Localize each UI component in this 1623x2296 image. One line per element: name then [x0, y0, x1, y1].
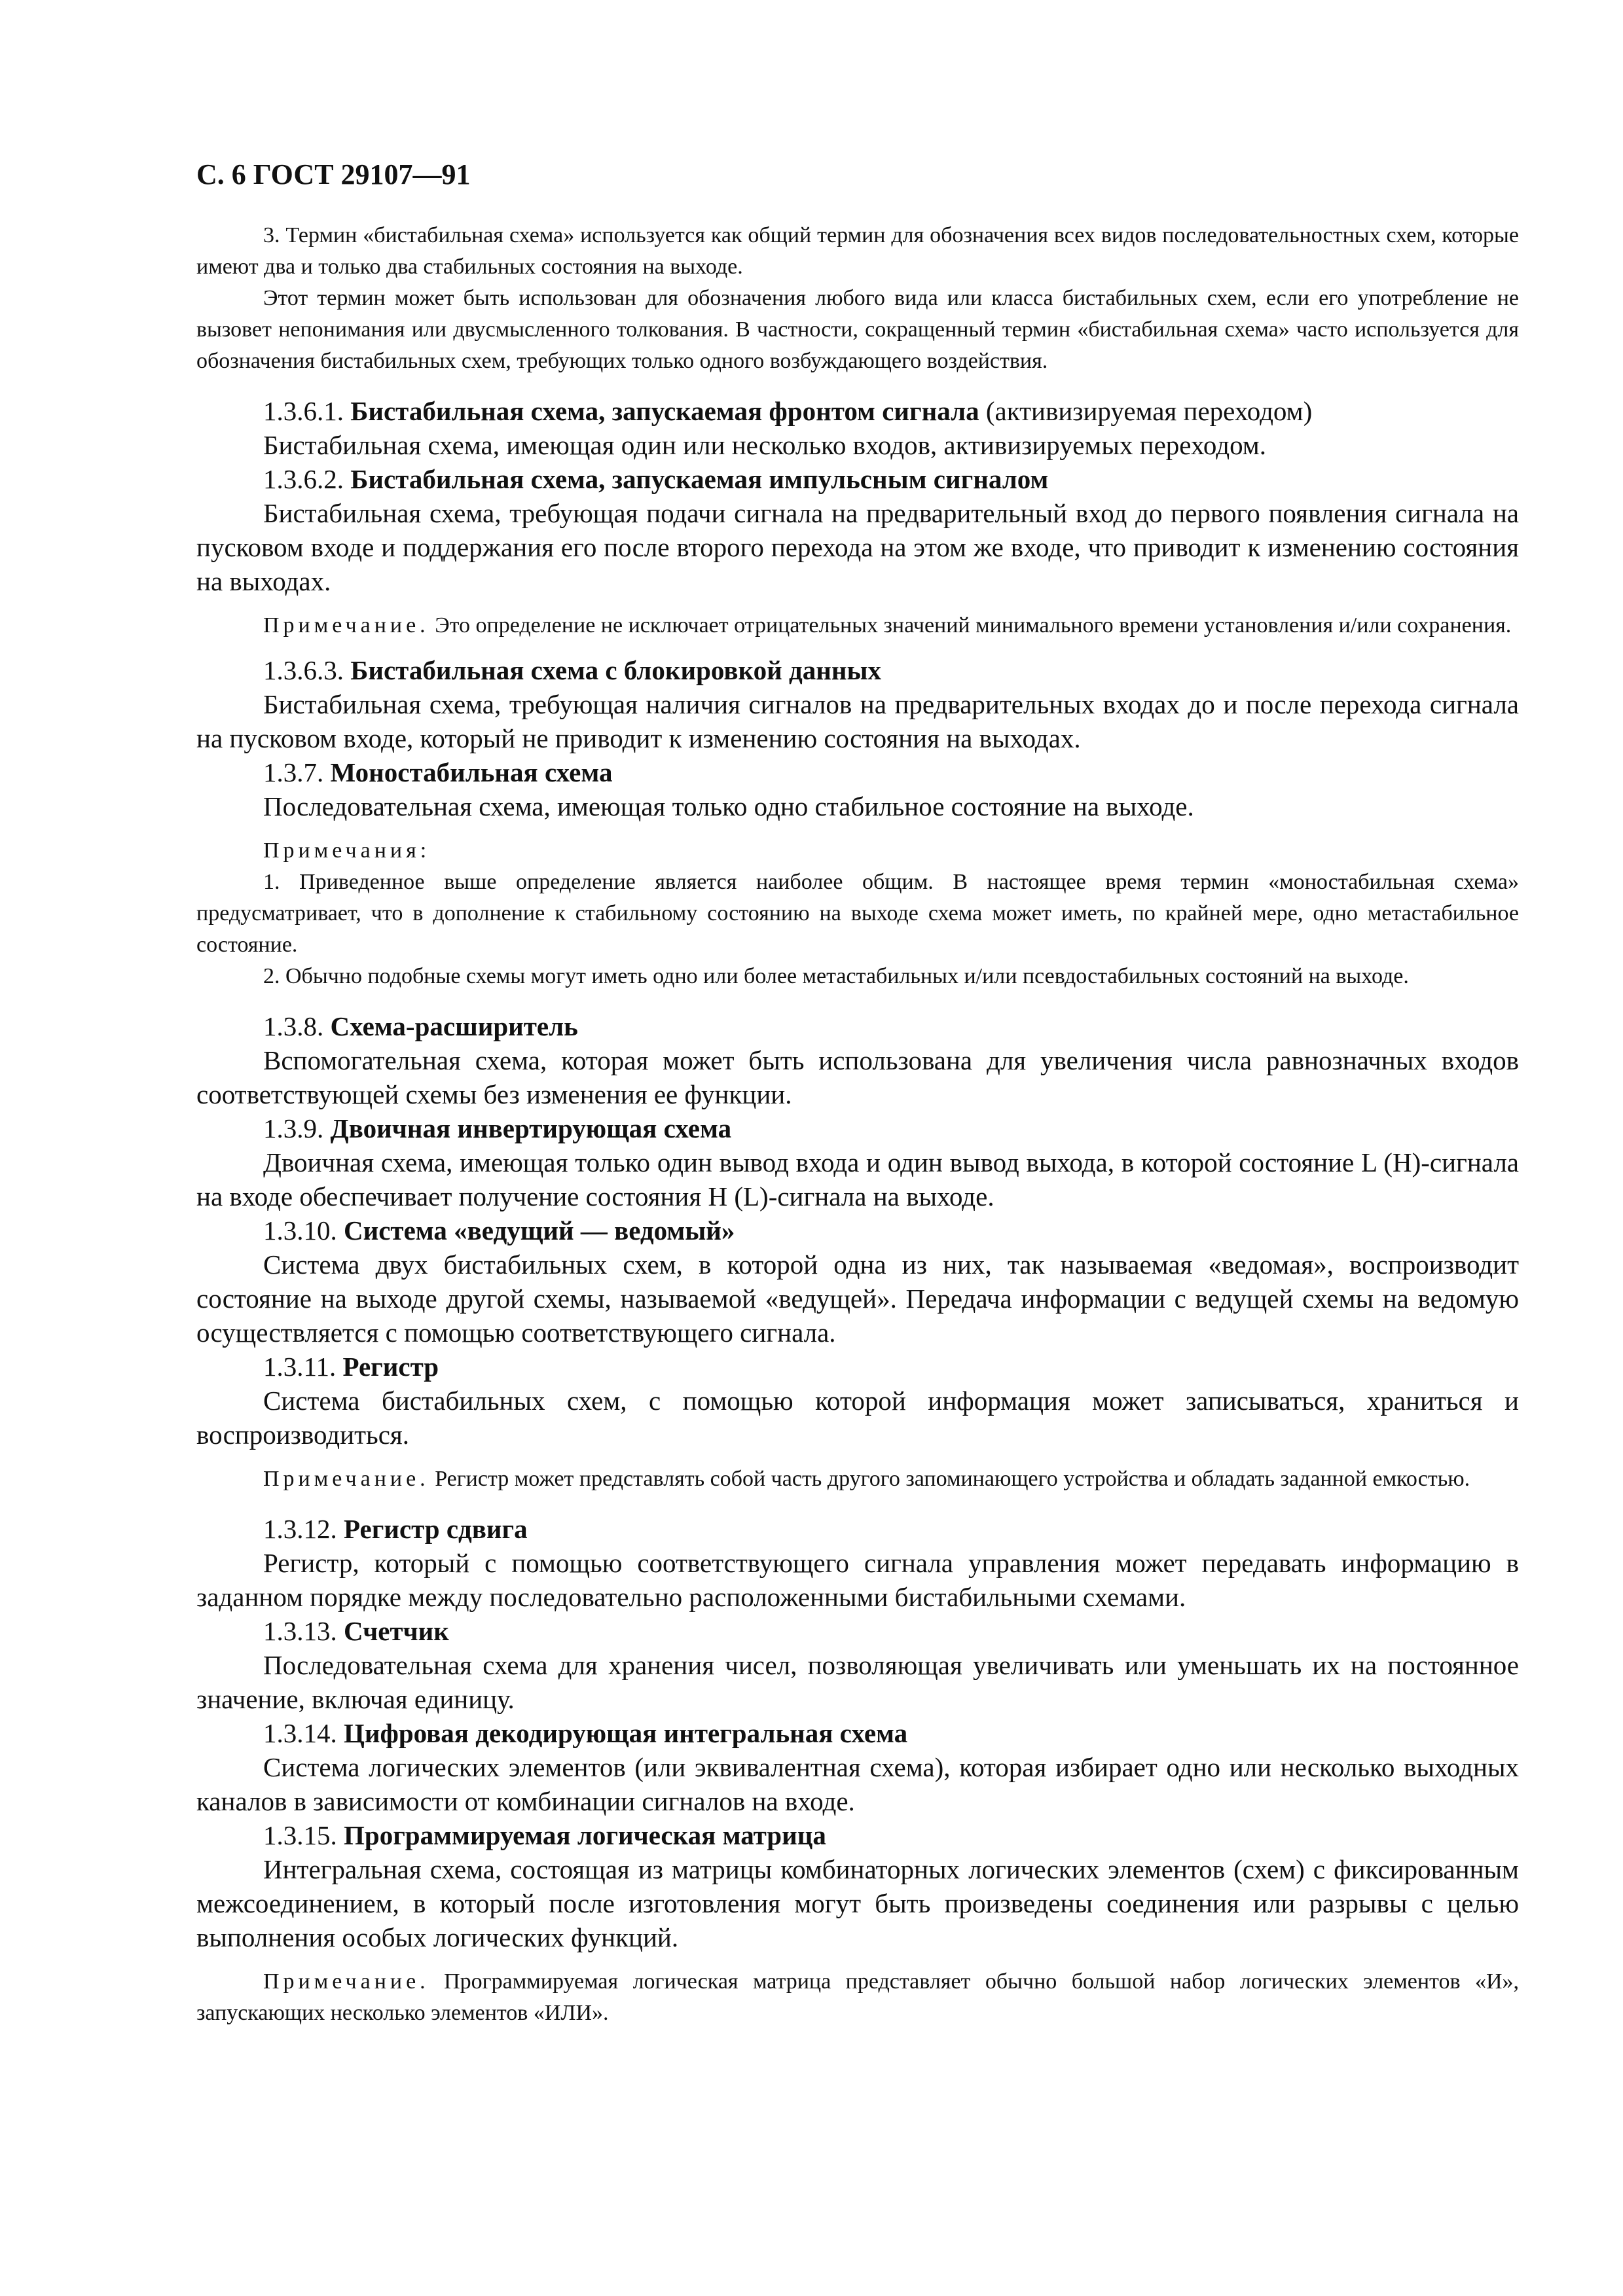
term-suffix: (активизируемая переходом): [985, 396, 1313, 426]
term-1-3-7-note-1: 1. Приведенное выше определение является наиболее общим. В настоящее время термин «моностабильная схема» предусматривает, что в дополнение к стабильному состоянию на выходе схема может иметь, по крайней мере, одно метастабильное состояние.: [196, 870, 1519, 957]
term-1-3-7-heading: [196, 755, 1519, 789]
term-1-3-15-definition: Интегральная схема, состоящая из матрицы комбинаторных логических элементов (схем) с фиксированным межсоединением, в который после изготовления могут быть произведены соединения или разрывы с целью выполнения особых логических функций.: [196, 1854, 1519, 1952]
term-number: 1.3.7.: [263, 757, 324, 787]
note-3-paragraph-2: Этот термин может быть использован для обозначения любого вида или класса бистабильных схем, если его употребление не вызовет непонимания или двусмысленного толкования. В частности, сокращенный термин «бистабильная схема» часто используется для обозначения бистабильных схем, требующих только одного возбуждающего воздействия.: [196, 286, 1519, 373]
term-title: Цифровая декодирующая интегральная схема: [344, 1718, 908, 1748]
term-number: 1.3.10.: [263, 1215, 337, 1246]
note-text: Программируемая логическая матрица представляет обычно большой набор логических элементов «И», запускающих несколько элементов «ИЛИ».: [196, 1969, 1519, 2025]
term-1-3-13-definition: Последовательная схема для хранения чисел, позволяющая увеличивать или уменьшать их на постоянное значение, включая единицу.: [196, 1650, 1519, 1714]
term-1-3-6-1-definition: Бистабильная схема, имеющая один или несколько входов, активизируемых переходом.: [263, 430, 1266, 460]
term-title: Схема-расширитель: [330, 1011, 578, 1041]
term-title: Бистабильная схема, запускаемая импульсным сигналом: [350, 464, 1049, 494]
term-title: Программируемая логическая матрица: [344, 1820, 826, 1850]
term-1-3-14-heading: [196, 1716, 1519, 1750]
term-1-3-14-definition: Система логических элементов (или эквивалентная схема), которая избирает одно или несколько выходных каналов в зависимости от комбинации сигналов на входе.: [196, 1752, 1519, 1816]
term-title: Регистр: [342, 1352, 439, 1382]
term-1-3-6-3-definition: Бистабильная схема, требующая наличия сигналов на предварительных входах до и после перехода сигнала на пусковом входе, который не приводит к изменению состояния на выходах.: [196, 689, 1519, 753]
term-title: Бистабильная схема, запускаемая фронтом сигнала: [350, 396, 979, 426]
term-1-3-9-definition: Двоичная схема, имеющая только один вывод входа и один вывод выхода, в которой состояние L (H)-сигнала на входе обеспечивает получение состояния H (L)-сигнала на выходе.: [196, 1147, 1519, 1211]
term-1-3-6-3-heading: [196, 653, 1519, 687]
note-label: Примечание.: [263, 1969, 429, 1994]
term-1-3-12-heading: [196, 1512, 1519, 1546]
term-number: 1.3.15.: [263, 1820, 337, 1850]
term-title: Двоичная инвертирующая схема: [330, 1113, 732, 1143]
term-1-3-6-1-heading: [196, 394, 1519, 428]
term-1-3-12-definition: Регистр, который с помощью соответствующего сигнала управления может передавать информацию в заданном порядке между последовательно расположенными бистабильными схемами.: [196, 1548, 1519, 1612]
term-title: Регистр сдвига: [344, 1514, 528, 1544]
term-number: 1.3.14.: [263, 1718, 337, 1748]
term-number: 1.3.6.3.: [263, 655, 344, 685]
note-text: Это определение не исключает отрицательных значений минимального времени установления и/или сохранения.: [435, 613, 1512, 637]
term-title: Счетчик: [344, 1616, 449, 1646]
term-1-3-7-definition: Последовательная схема, имеющая только одно стабильное состояние на выходе.: [263, 791, 1194, 821]
note-label: Примечание.: [263, 1467, 429, 1491]
term-1-3-8-definition: Вспомогательная схема, которая может быть использована для увеличения числа равнозначных входов соответствующей схемы без изменения ее функции.: [196, 1045, 1519, 1109]
term-number: 1.3.9.: [263, 1113, 324, 1143]
term-1-3-6-2-heading: [196, 462, 1519, 496]
term-1-3-9-heading: [196, 1111, 1519, 1145]
term-1-3-7-notes-label: Примечания:: [263, 838, 431, 863]
page-header: С. 6 ГОСТ 29107—91: [196, 158, 471, 190]
term-1-3-11-definition: Система бистабильных схем, с помощью которой информация может записываться, храниться и воспроизводиться.: [196, 1386, 1519, 1450]
term-number: 1.3.11.: [263, 1352, 337, 1382]
term-1-3-8-heading: [196, 1009, 1519, 1043]
term-1-3-6-2-note: [196, 610, 1519, 641]
term-number: 1.3.6.2.: [263, 464, 344, 494]
term-1-3-7-note-2: 2. Обычно подобные схемы могут иметь одно или более метастабильных и/или псевдостабильных состояний на выходе.: [263, 964, 1409, 988]
term-1-3-13-heading: [196, 1614, 1519, 1648]
note-label: Примечание.: [263, 613, 429, 637]
term-1-3-10-definition: Система двух бистабильных схем, в которой одна из них, так называемая «ведомая», воспроизводит состояние на выходе другой схемы, называемой «ведущей». Передача информации с ведущей схемы на ведомую осуществляется с помощью соответствующего сигнала.: [196, 1249, 1519, 1348]
note-3-paragraph-1: 3. Термин «бистабильная схема» используется как общий термин для обозначения всех видов последовательностных схем, которые имеют два и только два стабильных состояния на выходе.: [196, 223, 1519, 279]
term-1-3-15-note: [196, 1966, 1519, 2029]
term-title: Моностабильная схема: [330, 757, 613, 787]
term-title: Система «ведущий — ведомый»: [344, 1215, 735, 1246]
term-1-3-10-heading: [196, 1213, 1519, 1247]
term-1-3-11-heading: [196, 1350, 1519, 1384]
note-text: Регистр может представлять собой часть другого запоминающего устройства и обладать заданной емкостью.: [435, 1467, 1470, 1491]
term-1-3-11-note: [196, 1463, 1519, 1495]
term-number: 1.3.8.: [263, 1011, 324, 1041]
term-1-3-6-2-definition: Бистабильная схема, требующая подачи сигнала на предварительный вход до первого появления сигнала на пусковом входе и поддержания его после второго перехода на этом же входе, что приводит к изменению состояния на выходах.: [196, 498, 1519, 596]
term-title: Бистабильная схема с блокировкой данных: [350, 655, 881, 685]
term-number: 1.3.6.1.: [263, 396, 344, 426]
term-1-3-15-heading: [196, 1818, 1519, 1852]
document-page: [196, 157, 1519, 2029]
term-number: 1.3.12.: [263, 1514, 337, 1544]
term-number: 1.3.13.: [263, 1616, 337, 1646]
